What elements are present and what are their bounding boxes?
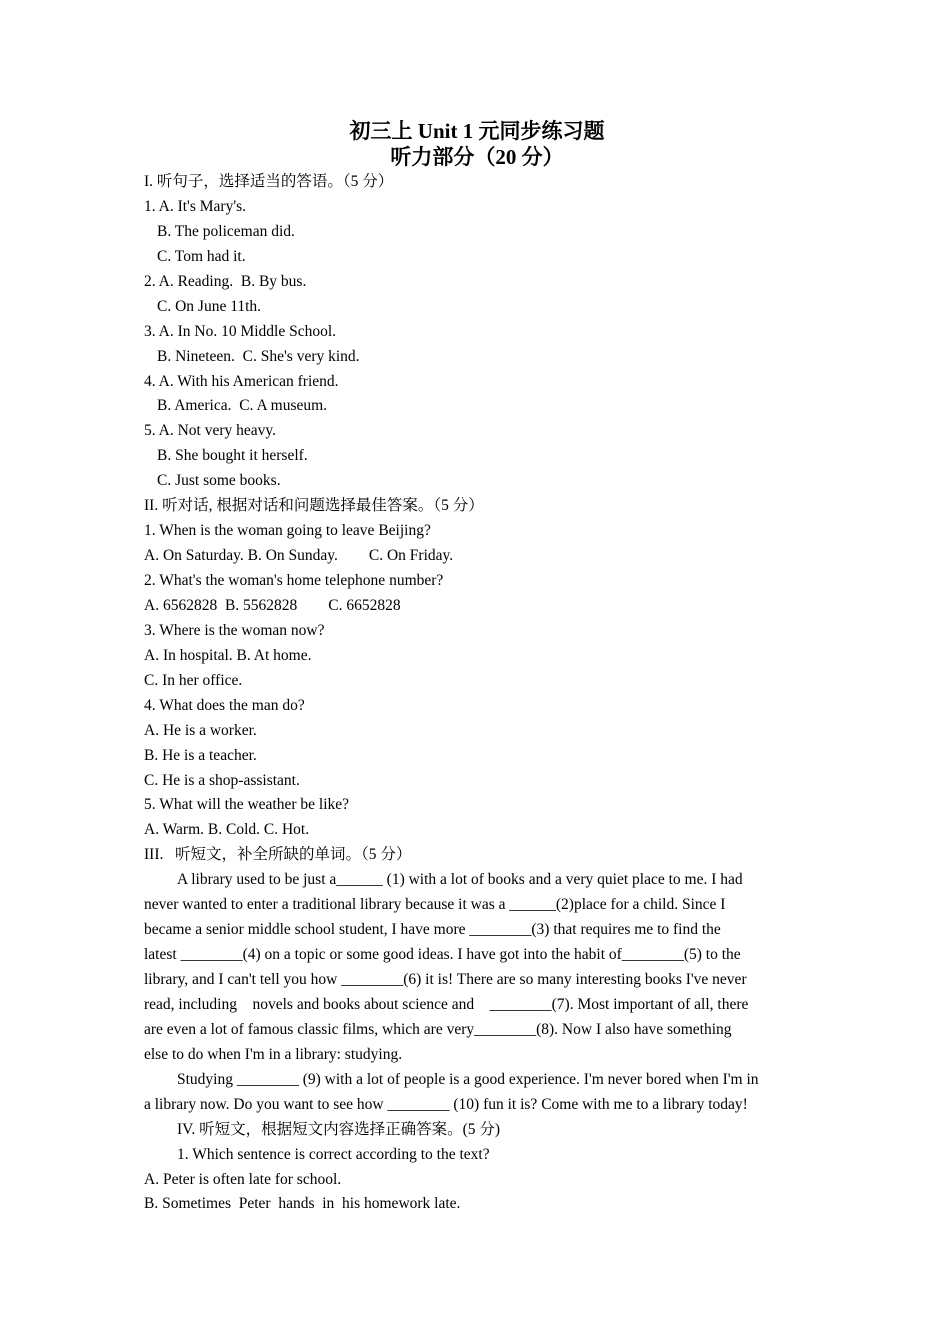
document-page [144,118,810,1217]
question-line: 3. Where is the woman now? [144,621,325,639]
option-line: B. America. C. A museum. [157,397,328,415]
question-line: 2. What's the woman's home telephone number? [144,572,444,589]
passage-line: became a senior middle school student, I have more ________(3) that requires me to find the [144,921,721,939]
option-line: C. On June 11th. [157,297,262,315]
question-line: 3. A. In No. 10 Middle School. [144,322,337,340]
option-line: B. Sometimes Peter hands in his homework late. [144,1195,461,1213]
question-line: 1. Which sentence is correct according to the text? [177,1145,490,1163]
question-line: 5. A. Not very heavy. [144,422,277,440]
option-line: B. Nineteen. C. She's very kind. [157,347,360,365]
option-line: A. He is a worker. [144,721,257,739]
listening-section-title: 听力部分（20 分） [390,145,564,169]
question-line: 1. When is the woman going to leave Beijing? [144,522,431,540]
option-line: C. Tom had it. [157,247,246,265]
passage-line: library, and I can't tell you how ________(6) it is! There are so many interesting books I've never [144,971,747,988]
passage-line: else to do when I'm in a library: studying. [144,1045,403,1063]
option-line: A. In hospital. B. At home. [144,646,312,664]
question-line: 5. What will the weather be like? [144,796,350,814]
section-heading: I. 听句子，选择适当的答语。（5 分） [144,173,394,190]
passage-line: latest ________(4) on a topic or some good ideas. I have got into the habit of________(5) to the [144,946,741,964]
question-line: 4. What does the man do? [144,696,305,714]
question-line: 1. A. It's Mary's. [144,197,247,215]
passage-line: Studying ________ (9) with a lot of people is a good experience. I'm never bored when I'm in [177,1070,759,1088]
passage-line: a library now. Do you want to see how ________ (10) fun it is? Come with me to a library today! [144,1095,748,1113]
section-heading: III. 听短文，补全所缺的单词。（5 分） [144,846,412,864]
passage-line: never wanted to enter a traditional library because it was a ______(2)place for a child. Since I [144,896,726,914]
option-line: C. In her office. [144,671,243,689]
option-line: C. Just some books. [157,472,281,490]
question-line: 2. A. Reading. B. By bus. [144,272,307,290]
question-line: 4. A. With his American friend. [144,372,339,390]
option-line: B. She bought it herself. [157,447,308,465]
option-line: A. Peter is often late for school. [144,1170,342,1188]
option-line: A. 6562828 B. 5562828 C. 6652828 [144,596,401,614]
option-line: C. He is a shop-assistant. [144,771,300,789]
passage-line: A library used to be just a______ (1) with a lot of books and a very quiet place to me. I had [177,871,743,889]
option-line: B. He is a teacher. [144,746,257,764]
option-line: B. The policeman did. [157,222,295,240]
section-heading: II. 听对话, 根据对话和问题选择最佳答案。（5 分） [144,497,484,515]
option-line: A. Warm. B. Cold. C. Hot. [144,821,310,839]
passage-line: read, including novels and books about science and ________(7). Most important of all, there [144,995,749,1013]
option-line: A. On Saturday. B. On Sunday. C. On Friday. [144,547,454,565]
section-heading: IV. 听短文，根据短文内容选择正确答案。(5 分) [177,1120,501,1138]
passage-line: are even a lot of famous classic films, which are very________(8). Now I also have something [144,1020,732,1038]
document-title: 初三上 Unit 1 元同步练习题 [349,119,605,143]
